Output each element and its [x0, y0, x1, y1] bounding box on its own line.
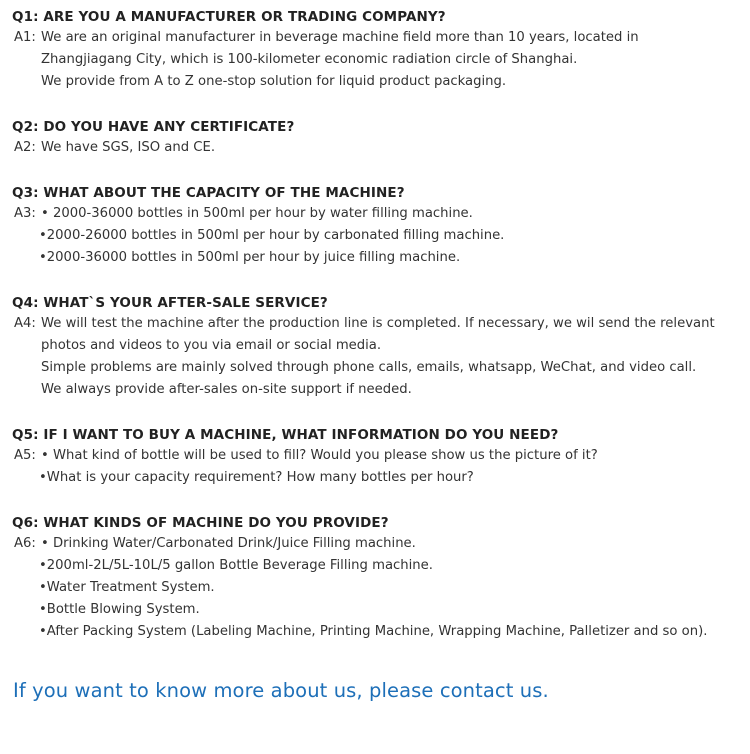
answer-label: A3: — [14, 206, 36, 221]
faq-answer-5-line-1 — [12, 445, 750, 467]
answer-label: A4: — [14, 316, 36, 331]
faq-answer-4-line-1 — [12, 313, 750, 335]
bullet-item: • Drinking Water/Carbonated Drink/Juice Filling machine. — [41, 536, 416, 551]
faq-answer-6-line-4: •Bottle Blowing System. — [39, 602, 200, 617]
faq-answer-1-line-2: Zhangjiagang City, which is 100-kilometer economic radiation circle of Shanghai. — [41, 52, 578, 67]
answer-label: A1: — [14, 30, 36, 45]
faq-answer-1-line-3: We provide from A to Z one-stop solution for liquid product packaging. — [41, 74, 507, 89]
faq-answer-4-line-2: photos and videos to you via email or social media. — [41, 338, 382, 353]
answer-label: A6: — [14, 536, 36, 551]
faq-answer-6-line-2: •200ml-2L/5L-10L/5 gallon Bottle Beverage Filling machine. — [39, 558, 433, 573]
faq-answer-6-line-3: •Water Treatment System. — [39, 580, 215, 595]
faq-answer-1-line-1 — [12, 27, 750, 49]
faq-question-4: Q4: WHAT`S YOUR AFTER-SALE SERVICE? — [12, 295, 328, 311]
faq-answer-5-line-2: •What is your capacity requirement? How many bottles per hour? — [39, 470, 474, 485]
faq-answer-6-line-5: •After Packing System (Labeling Machine, Printing Machine, Wrapping Machine, Palletizer and so on). — [39, 624, 708, 639]
faq-question-5: Q5: IF I WANT TO BUY A MACHINE, WHAT INFORMATION DO YOU NEED? — [12, 427, 559, 443]
faq-question-3: Q3: WHAT ABOUT THE CAPACITY OF THE MACHINE? — [12, 185, 405, 201]
faq-answer-3-line-3: •2000-36000 bottles in 500ml per hour by juice filling machine. — [39, 250, 461, 265]
bullet-item: • 2000-36000 bottles in 500ml per hour by water filling machine. — [41, 206, 473, 221]
faq-question-6: Q6: WHAT KINDS OF MACHINE DO YOU PROVIDE? — [12, 515, 389, 531]
faq-question-1: Q1: ARE YOU A MANUFACTURER OR TRADING COMPANY? — [12, 9, 446, 25]
answer-text: We have SGS, ISO and CE. — [41, 140, 216, 155]
answer-label: A5: — [14, 448, 36, 463]
faq-answer-3-line-2: •2000-26000 bottles in 500ml per hour by carbonated filling machine. — [39, 228, 505, 243]
answer-label: A2: — [14, 140, 36, 155]
answer-text: We are an original manufacturer in beverage machine field more than 10 years, located in — [41, 30, 639, 45]
faq-question-2: Q2: DO YOU HAVE ANY CERTIFICATE? — [12, 119, 295, 135]
faq-answer-6-line-1 — [12, 533, 750, 555]
contact-us-text: If you want to know more about us, please contact us. — [13, 679, 549, 702]
faq-answer-4-line-4: We always provide after-sales on-site support if needed. — [41, 382, 412, 397]
faq-answer-4-line-3: Simple problems are mainly solved through phone calls, emails, whatsapp, WeChat, and video call. — [41, 360, 697, 375]
faq-answer-3-line-1 — [12, 203, 750, 225]
bullet-item: • What kind of bottle will be used to fill? Would you please show us the picture of it? — [41, 448, 598, 463]
faq-answer-2-line-1 — [12, 137, 750, 159]
answer-text: We will test the machine after the production line is completed. If necessary, we wil send the relevant — [41, 316, 715, 331]
